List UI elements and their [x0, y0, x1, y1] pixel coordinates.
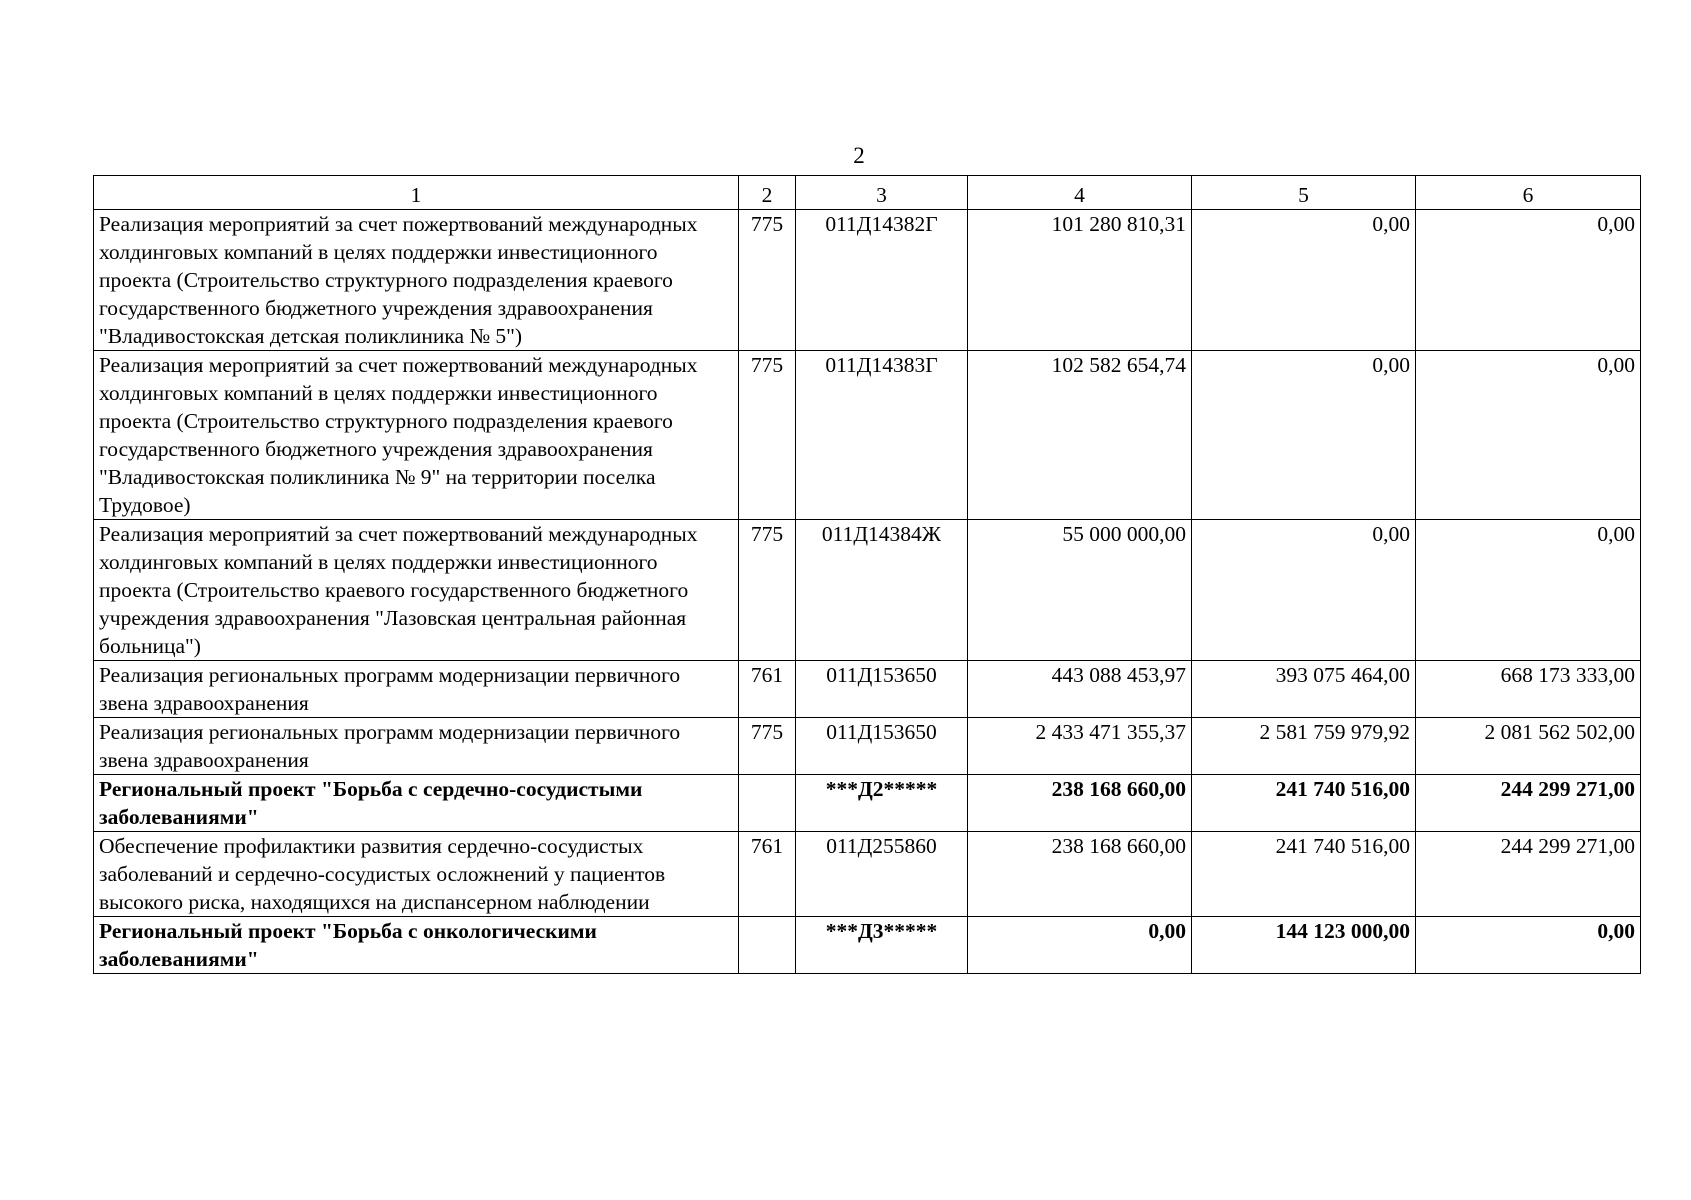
- row-amount-col5: 0,00: [1192, 351, 1416, 520]
- budget-table: [93, 175, 1641, 974]
- row-amount-col6: 244 299 271,00: [1416, 832, 1641, 917]
- row-target-code: 011Д153650: [796, 718, 968, 775]
- row-amount-col5: 144 123 000,00: [1192, 917, 1416, 974]
- row-grbs-code: [739, 775, 796, 832]
- row-amount-col4: 55 000 000,00: [968, 520, 1192, 661]
- row-name: Региональный проект "Борьба с сердечно-сосудистыми заболеваниями": [94, 775, 739, 832]
- row-amount-col4: 101 280 810,31: [968, 210, 1192, 351]
- row-amount-col6: 0,00: [1416, 520, 1641, 661]
- row-amount-col5: 2 581 759 979,92: [1192, 718, 1416, 775]
- row-name: Реализация мероприятий за счет пожертвований международных холдинговых компаний в целях поддержки инвестиционного проекта (Строительство краевого государственного бюджетного учреждения здравоохранения "Лазовская центральная районная больница"): [94, 520, 739, 661]
- row-amount-col5: 0,00: [1192, 210, 1416, 351]
- row-target-code: 011Д153650: [796, 661, 968, 718]
- row-amount-col6: 0,00: [1416, 351, 1641, 520]
- row-amount-col6: 0,00: [1416, 917, 1641, 974]
- row-grbs-code: [739, 917, 796, 974]
- table-body: [94, 210, 1641, 974]
- column-header: 1: [94, 176, 739, 210]
- row-amount-col5: 0,00: [1192, 520, 1416, 661]
- row-target-code: 011Д14383Г: [796, 351, 968, 520]
- row-amount-col4: 2 433 471 355,37: [968, 718, 1192, 775]
- table-row: [94, 832, 1641, 917]
- table-row: [94, 917, 1641, 974]
- row-target-code: 011Д14384Ж: [796, 520, 968, 661]
- row-amount-col6: 2 081 562 502,00: [1416, 718, 1641, 775]
- row-amount-col4: 443 088 453,97: [968, 661, 1192, 718]
- row-target-code: 011Д255860: [796, 832, 968, 917]
- row-amount-col4: 102 582 654,74: [968, 351, 1192, 520]
- row-target-code: ***Д2*****: [796, 775, 968, 832]
- column-header: 2: [739, 176, 796, 210]
- column-header: 3: [796, 176, 968, 210]
- row-amount-col5: 241 740 516,00: [1192, 775, 1416, 832]
- row-amount-col4: 238 168 660,00: [968, 775, 1192, 832]
- column-header: 4: [968, 176, 1192, 210]
- row-grbs-code: 775: [739, 351, 796, 520]
- row-name: Обеспечение профилактики развития сердечно-сосудистых заболеваний и сердечно-сосудистых осложнений у пациентов высокого риска, находящихся на диспансерном наблюдении: [94, 832, 739, 917]
- row-name: Региональный проект "Борьба с онкологическими заболеваниями": [94, 917, 739, 974]
- row-name: Реализация региональных программ модернизации первичного звена здравоохранения: [94, 718, 739, 775]
- column-header: 6: [1416, 176, 1641, 210]
- row-grbs-code: 775: [739, 520, 796, 661]
- row-grbs-code: 775: [739, 718, 796, 775]
- row-amount-col6: 668 173 333,00: [1416, 661, 1641, 718]
- table-row: [94, 775, 1641, 832]
- row-grbs-code: 761: [739, 832, 796, 917]
- row-amount-col5: 241 740 516,00: [1192, 832, 1416, 917]
- table-row: [94, 718, 1641, 775]
- row-name: Реализация мероприятий за счет пожертвований международных холдинговых компаний в целях поддержки инвестиционного проекта (Строительство структурного подразделения краевого государственного бюджетного учреждения здравоохранения "Владивостокская поликлиника № 9" на территории поселка Трудовое): [94, 351, 739, 520]
- column-header: 5: [1192, 176, 1416, 210]
- table-header-row: [94, 176, 1641, 210]
- table-row: [94, 520, 1641, 661]
- row-amount-col6: 244 299 271,00: [1416, 775, 1641, 832]
- page-number: 2: [853, 143, 865, 168]
- table-row: [94, 351, 1641, 520]
- table-row: [94, 210, 1641, 351]
- row-target-code: ***Д3*****: [796, 917, 968, 974]
- table-row: [94, 661, 1641, 718]
- row-amount-col4: 238 168 660,00: [968, 832, 1192, 917]
- row-amount-col5: 393 075 464,00: [1192, 661, 1416, 718]
- row-grbs-code: 761: [739, 661, 796, 718]
- row-name: Реализация региональных программ модернизации первичного звена здравоохранения: [94, 661, 739, 718]
- row-amount-col6: 0,00: [1416, 210, 1641, 351]
- row-amount-col4: 0,00: [968, 917, 1192, 974]
- row-grbs-code: 775: [739, 210, 796, 351]
- row-target-code: 011Д14382Г: [796, 210, 968, 351]
- row-name: Реализация мероприятий за счет пожертвований международных холдинговых компаний в целях поддержки инвестиционного проекта (Строительство структурного подразделения краевого государственного бюджетного учреждения здравоохранения "Владивостокская детская поликлиника № 5"): [94, 210, 739, 351]
